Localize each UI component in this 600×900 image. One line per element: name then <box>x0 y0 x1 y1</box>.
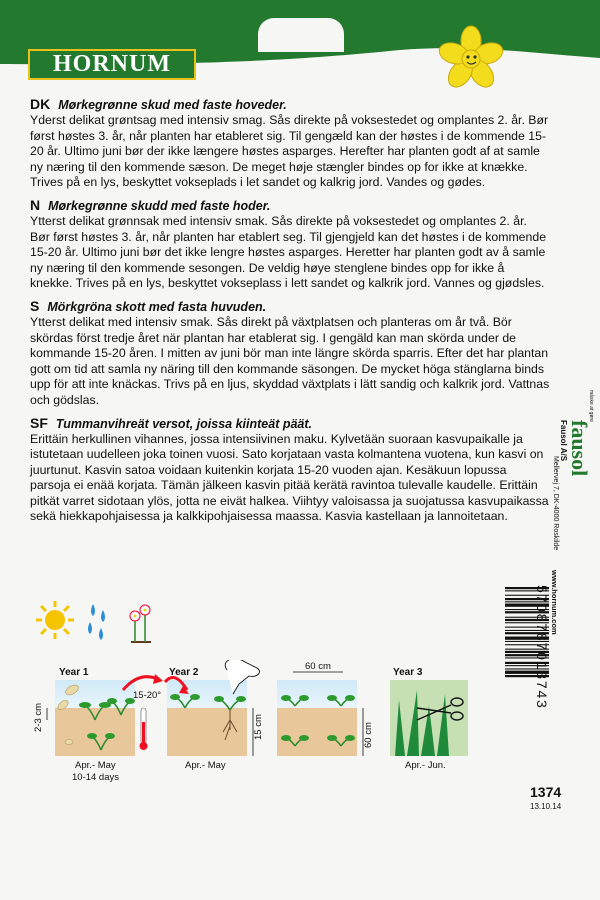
year2-spacing-h: 60 cm <box>305 661 331 672</box>
year3-label: Year 3 <box>393 667 423 678</box>
spacing-panel <box>277 661 374 756</box>
side-info <box>548 380 598 850</box>
description-text <box>30 96 550 531</box>
year1-temp: 15-20° <box>133 690 162 701</box>
section-body: Erittäin herkullinen vihannes, jossa intensiivinen maku. Kylvetään suoraan kasvupaikalle ja istutetaan uudelleen joka toinen vuosi. Sato korjataan vasta kolmantena vuotena, kun kasvi on juurtunut. Kasvin satoa voidaan kuitenkin korjata 15-20 vuoden ajan. Kesäkuun lopussa parsoja ei enää korjata. Tämän jälkeen kasvin pitää kerätä ravintoa tulevalle kaudelle. Erittäin pitkät varret sidotaan ylös, jotta ne eivät halkea. Viihtyy valoisassa ja suojatussa kasvupaikassa sekä hiekkapohjaisessa ja kalkkipohjaisessa maassa. Kasvia kastellaan ja lannoitetaan. <box>30 431 549 524</box>
company-address: Mellervej 7, DK-4000 Roskilde <box>552 456 559 551</box>
hornum-logo <box>28 49 196 80</box>
year2-label: Year 2 <box>169 667 199 678</box>
section-dk <box>30 96 550 191</box>
year1-depth: 2-3 cm <box>33 702 44 732</box>
section-body: Yderst delikat grøntsag med intensiv smag. Sås direkte på voksestedet og omplantes 2. år. Bør først høstes 3. år, når planten har etableret sig. Til gengæld kan der høstes i de kommende 15-20 år. Ultimo juni bør der ikke længere høstes asparges. Herefter har planten godt af at samle ny næring til den kommende sæson. De meget høje stængler bindes op for ikke at knække. Trives på en lys, beskyttet vokseplads i let sandet og kalkrig jord. Vandes og gødes. <box>30 113 549 190</box>
barcode-number: 5708787013743 <box>534 585 550 710</box>
section-sf-heading <box>30 415 550 432</box>
section-dk-heading <box>30 96 550 113</box>
section-sf <box>30 415 550 526</box>
brand-name: HORNUM <box>53 51 171 77</box>
section-n-heading <box>30 197 550 214</box>
lang-code: S <box>30 297 40 314</box>
year1-period: Apr.- May <box>75 760 116 771</box>
water-drops-icon <box>88 604 105 640</box>
lang-code: DK <box>30 96 51 112</box>
year1-germination: 10-14 days <box>72 772 120 783</box>
year2-period: Apr.- May <box>185 760 226 771</box>
print-date: 13.10.14 <box>530 802 562 811</box>
section-n <box>30 197 550 292</box>
lang-code: SF <box>30 414 48 431</box>
website: www.hornum.com <box>550 570 559 635</box>
section-s-heading <box>30 298 550 315</box>
year1-panel <box>33 667 163 783</box>
flower-icon <box>436 24 506 94</box>
section-title: Tummanvihreät versot, joissa kiinteät päät. <box>55 416 313 431</box>
section-body: Ytterst delikat med intensiv smak. Sås direkt på växtplatsen och planteras om år två. Bör skördas först tredje året när plantan har etablerat sig. I gengäld kan man skörda under de kommande 15-20 åren. I mitten av juni bör man inte längre skörda sparris. Efter det har plantan gott om tid att samla ny näring till den kommande säsongen. De mycket höga stänglarna binds upp för att inte knäckas. Trivs på en ljus, skyddad växtplats i lätt sandig och kalkrik jord. Vattnas och gödslas. <box>30 314 550 407</box>
year3-panel <box>390 667 468 771</box>
sun-icon <box>36 601 74 639</box>
fausol-small-text: måske at gøre <box>588 390 594 422</box>
fausol-logo: fausol <box>567 420 592 477</box>
year2-spacing-v: 60 cm <box>363 722 374 748</box>
section-s <box>30 298 550 409</box>
hang-tab-cutout <box>258 18 344 52</box>
product-code: 1374 <box>530 784 562 800</box>
year2-panel <box>165 660 264 771</box>
company-name: Fausol A/S <box>559 420 568 462</box>
section-title: Mörkgröna skott med fasta huvuden. <box>47 299 267 314</box>
care-icons <box>35 598 165 648</box>
year2-depth: 15 cm <box>253 714 264 740</box>
lang-code: N <box>30 196 41 213</box>
section-title: Mørkegrønne skudd med faste hoder. <box>48 198 271 213</box>
year3-period: Apr.- Jun. <box>405 760 446 771</box>
planting-diagram <box>25 660 505 800</box>
year1-label: Year 1 <box>59 667 89 678</box>
header-banner <box>0 0 600 92</box>
fertilizer-flowers-icon <box>130 605 151 642</box>
section-body: Ytterst delikat grønnsak med intensiv smak. Sås direkte på voksestedet og omplantes 2. år. Bør først høstes 3. år, når planten har etablert seg. Til gjengjeld kan det høstes i de kommende 15-20 år. Ultimo juni bør det ikke lengre høstes asparges. Heretter har planten godt av å samle ny næring til den kommende sesongen. De veldig høye stenglene bindes opp for ikke å knekke. Trives på en lys, beskyttet vokseplass i lett sandet og kalkrik jord. Vannes og gjødsles. <box>30 213 547 291</box>
section-title: Mørkegrønne skud med faste hoveder. <box>58 98 287 112</box>
